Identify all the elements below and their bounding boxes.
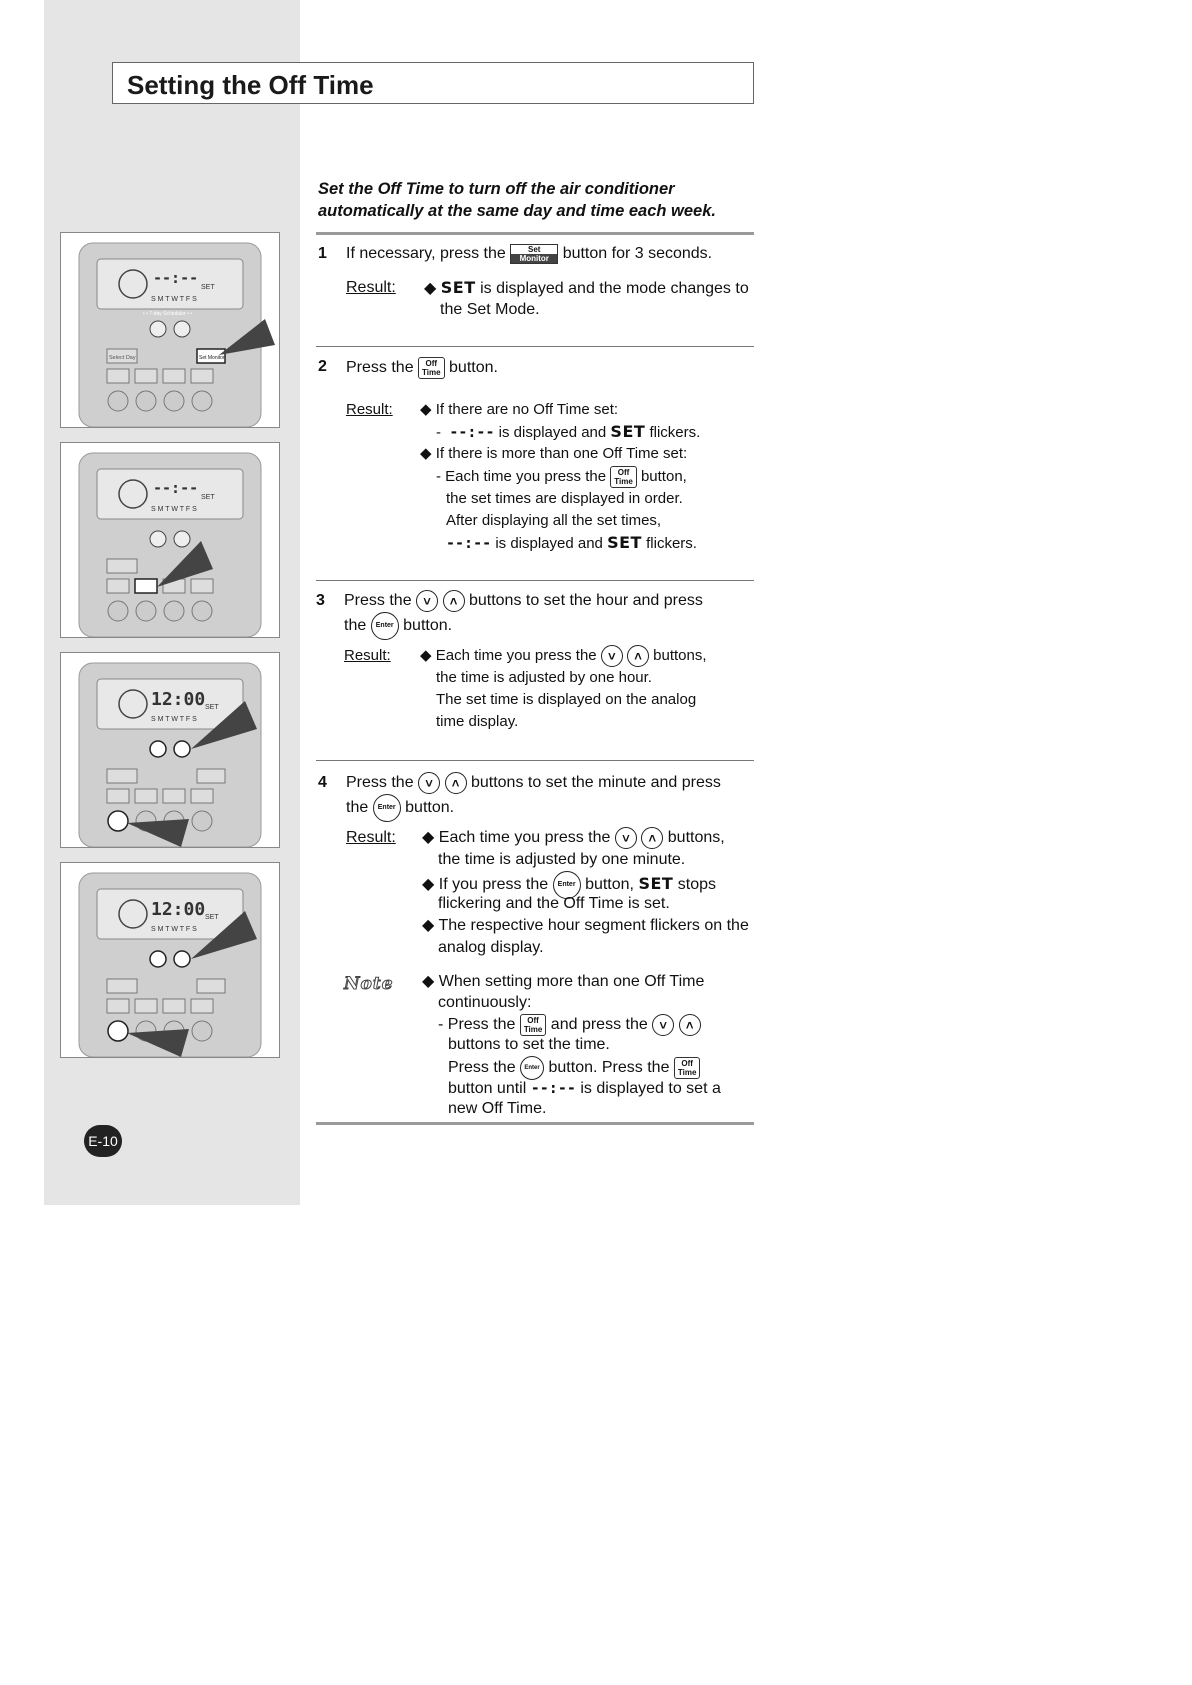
remote-illustration-3 xyxy=(60,652,280,848)
chevron-down-icon: ˅ xyxy=(652,1014,674,1036)
chevron-up-icon: ˄ xyxy=(641,827,663,849)
step-3-post: buttons to set the hour and press xyxy=(468,592,703,610)
note-label: Note xyxy=(344,974,394,994)
remote-clock: 12:00 xyxy=(151,899,206,920)
blank-time-indicator: --:-- xyxy=(449,423,495,441)
step-4-post: buttons to set the minute and press xyxy=(470,774,721,792)
step-4-r1 xyxy=(422,827,725,849)
step-4-number: 4 xyxy=(318,774,327,791)
remote-illustration-4 xyxy=(60,862,280,1058)
chevron-up-icon: ˄ xyxy=(445,772,467,794)
note-n7: new Off Time. xyxy=(448,1100,547,1117)
step-2-r2 xyxy=(436,422,700,443)
step-2-r1 xyxy=(420,400,618,420)
time-label: Time xyxy=(677,1068,697,1077)
title-box xyxy=(112,62,754,104)
step-1-instruction xyxy=(346,244,712,264)
svg-text:S M T W T F S: S M T W T F S xyxy=(151,506,197,513)
set-indicator: SET xyxy=(440,278,476,297)
step-4-r5 xyxy=(422,916,749,936)
intro-text xyxy=(318,178,758,222)
chevron-up-icon: ˄ xyxy=(443,590,465,612)
step-2-r4-pre: - Each time you press the xyxy=(436,467,607,485)
result-label: Result: xyxy=(344,647,391,664)
step-2-r7-end: flickers. xyxy=(646,535,697,552)
chevron-down-icon: ˅ xyxy=(615,827,637,849)
set-indicator: SET xyxy=(610,422,646,441)
step-2-r3 xyxy=(420,444,687,464)
bullet-icon: ◆ xyxy=(420,445,432,462)
bullet-icon: ◆ xyxy=(422,829,435,847)
enter-button-icon: Enter xyxy=(520,1056,544,1080)
off-time-button-icon xyxy=(674,1057,701,1079)
remote-set-monitor: Set Monitor xyxy=(199,355,225,361)
off-label: Off xyxy=(681,1059,693,1068)
remote-set: SET xyxy=(205,704,219,711)
monitor-label: Monitor xyxy=(511,254,557,263)
note-n1 xyxy=(422,972,704,992)
remote-scheduler: • • 7-day Scheduler • • xyxy=(143,311,192,317)
step-3-r4: time display. xyxy=(436,713,519,730)
result-label: Result: xyxy=(346,401,393,418)
note-n1-text: When setting more than one Off Time xyxy=(438,973,705,990)
divider xyxy=(316,760,754,761)
step-2-r4-post: button, xyxy=(640,467,687,485)
step-3-line2-post: button. xyxy=(403,617,453,635)
bullet-icon: ◆ xyxy=(420,646,432,664)
note-n4: buttons to set the time. xyxy=(448,1036,610,1053)
remote-set: SET xyxy=(201,284,215,291)
note-n2: continuously: xyxy=(438,994,532,1011)
divider xyxy=(316,1122,754,1125)
off-time-button-icon xyxy=(520,1014,547,1036)
step-3-r1 xyxy=(420,645,707,667)
step-2-r2-end: flickers. xyxy=(649,424,701,441)
step-3-line2-pre: the xyxy=(344,617,367,635)
step-4-instruction xyxy=(346,772,721,794)
dash: - xyxy=(436,424,441,441)
step-1-result xyxy=(424,278,749,299)
step-4-pre: Press the xyxy=(346,774,414,792)
bullet-icon: ◆ xyxy=(422,917,435,934)
remote-illustration-2 xyxy=(60,442,280,638)
step-4-r1-post: buttons, xyxy=(667,829,725,847)
step-3-line-2 xyxy=(344,612,452,640)
step-4-r5-text: The respective hour segment flickers on the xyxy=(438,917,749,934)
step-3-instruction xyxy=(344,590,703,612)
chevron-up-icon: ˄ xyxy=(679,1014,701,1036)
off-time-button-icon xyxy=(610,466,637,488)
chevron-down-icon: ˅ xyxy=(416,590,438,612)
step-2-post: button. xyxy=(449,359,498,377)
step-4-r4: flickering and the Off Time is set. xyxy=(438,895,670,912)
step-1-number: 1 xyxy=(318,245,327,262)
step-4-r3-pre: If you press the xyxy=(438,876,549,894)
svg-text:S M T W T F S: S M T W T F S xyxy=(151,296,197,303)
set-indicator: SET xyxy=(638,874,674,894)
svg-text:S M T W T F S: S M T W T F S xyxy=(151,926,197,933)
step-2-r3-text: If there is more than one Off Time set: xyxy=(435,445,688,462)
note-n6-post: is displayed to set a xyxy=(580,1080,721,1097)
page-number-badge: E-10 xyxy=(84,1125,122,1157)
note-n3-pre: - Press the xyxy=(438,1016,516,1034)
set-monitor-button-icon xyxy=(510,244,558,264)
bullet-icon: ◆ xyxy=(420,401,432,418)
chevron-up-icon: ˄ xyxy=(627,645,649,667)
time-label: Time xyxy=(523,1025,543,1034)
intro-line-2: automatically at the same day and time each week. xyxy=(318,202,716,220)
step-4-line-2 xyxy=(346,794,454,822)
step-4-r1-pre: Each time you press the xyxy=(438,829,611,847)
chevron-down-icon: ˅ xyxy=(418,772,440,794)
note-n3 xyxy=(438,1014,701,1036)
result-label: Result: xyxy=(346,279,396,296)
step-2-r1-text: If there are no Off Time set: xyxy=(435,401,619,418)
step-4-r6: analog display. xyxy=(438,939,544,956)
svg-text:S M T W T F S: S M T W T F S xyxy=(151,716,197,723)
divider xyxy=(316,232,754,235)
step-2-number: 2 xyxy=(318,358,327,375)
remote-select-day: Select Day xyxy=(109,355,136,361)
intro-line-1: Set the Off Time to turn off the air conditioner xyxy=(318,180,675,198)
step-3-r1-post: buttons, xyxy=(653,646,707,664)
bullet-icon: ◆ xyxy=(422,973,435,990)
time-label: Time xyxy=(422,368,441,377)
step-2-pre: Press the xyxy=(346,359,414,377)
step-4-r2: the time is adjusted by one minute. xyxy=(438,851,686,868)
note-n5 xyxy=(448,1056,700,1080)
remote-clock: --:-- xyxy=(153,479,199,497)
blank-time-indicator: --:-- xyxy=(530,1079,576,1097)
remote-clock: 12:00 xyxy=(151,689,206,710)
step-2-r6: After displaying all the set times, xyxy=(446,512,662,529)
off-label: Off xyxy=(425,359,438,368)
step-3-r1-pre: Each time you press the xyxy=(435,646,597,664)
bullet-icon: ◆ xyxy=(422,876,435,894)
step-3-r3: The set time is displayed on the analog xyxy=(436,691,697,708)
blank-time-indicator: --:-- xyxy=(446,534,492,552)
step-2-r7 xyxy=(446,533,697,554)
step-1-result-b: the Set Mode. xyxy=(440,301,540,318)
off-label: Off xyxy=(527,1016,539,1025)
step-1-pre: If necessary, press the xyxy=(346,245,506,263)
step-4-r3-mid: button, xyxy=(585,876,634,894)
remote-set: SET xyxy=(201,494,215,501)
off-label: Off xyxy=(617,468,630,477)
step-4-line2-pre: the xyxy=(346,799,369,817)
enter-button-icon: Enter xyxy=(553,871,581,899)
note-n6 xyxy=(448,1078,721,1099)
step-3-number: 3 xyxy=(316,592,325,609)
step-3-pre: Press the xyxy=(344,592,412,610)
off-time-button-icon xyxy=(418,357,445,379)
note-n5-mid: button. Press the xyxy=(548,1059,670,1077)
remote-illustration-1 xyxy=(60,232,280,428)
remote-set: SET xyxy=(205,914,219,921)
step-2-r2-mid: is displayed and xyxy=(498,424,607,441)
step-4-r3-post: stops xyxy=(677,876,717,894)
bullet-icon: ◆ xyxy=(424,280,437,297)
step-2-r4 xyxy=(436,466,687,488)
set-indicator: SET xyxy=(607,533,642,552)
page-title: Setting the Off Time xyxy=(127,70,374,100)
set-label: Set xyxy=(528,245,541,254)
note-n5-pre: Press the xyxy=(448,1059,516,1077)
note-n3-post: and press the xyxy=(550,1016,648,1034)
result-label: Result: xyxy=(346,829,396,846)
chevron-down-icon: ˅ xyxy=(601,645,623,667)
step-1-post: button for 3 seconds. xyxy=(562,245,713,263)
remote-clock: --:-- xyxy=(153,269,199,287)
divider xyxy=(316,580,754,581)
step-1-result-a: is displayed and the mode changes to xyxy=(480,280,749,297)
enter-button-icon: Enter xyxy=(371,612,399,640)
step-2-r7-mid: is displayed and xyxy=(495,535,603,552)
step-4-line2-post: button. xyxy=(405,799,455,817)
divider xyxy=(316,346,754,347)
step-2-r5: the set times are displayed in order. xyxy=(446,490,683,507)
time-label: Time xyxy=(614,477,633,486)
note-n6-pre: button until xyxy=(448,1080,527,1097)
step-2-instruction xyxy=(346,357,498,379)
enter-button-icon: Enter xyxy=(373,794,401,822)
step-3-r2: the time is adjusted by one hour. xyxy=(436,669,652,686)
